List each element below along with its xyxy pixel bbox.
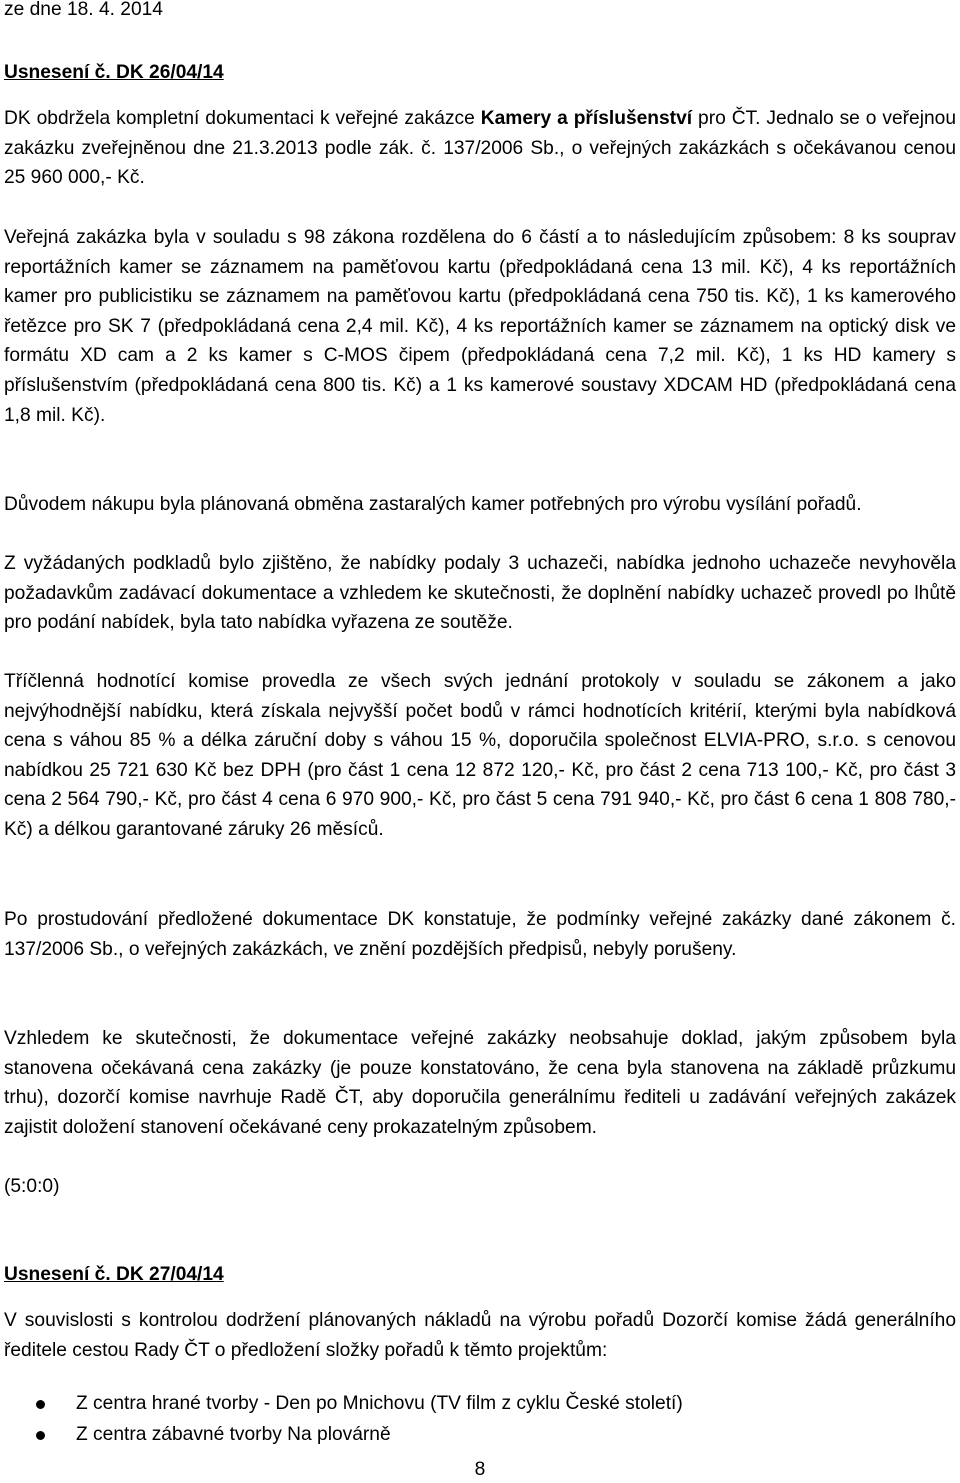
resolution-26-heading: Usnesení č. DK 26/04/14: [4, 62, 224, 83]
list-item: [4, 1420, 956, 1451]
bullet-icon: [36, 1400, 45, 1409]
projects-list: [4, 1389, 956, 1450]
evaluation-paragraph: Tříčlenná hodnotící komise provedla ze všech svých jednání protokoly v souladu se zákonem a jako nejvýhodnější nabídku, která získala nejvyšší počet bodů v rámci hodnotících kritérií, kterými byla nabídková cena s váhou 85 % a délka záruční doby s váhou 15 %, doporučila společnost ELVIA-PRO, s.r.o. s cenovou nabídkou 25 721 630 Kč bez DPH (pro část 1 cena 12 872 120,- Kč, pro část 2 cena 713 100,- Kč, pro část 3 cena 2 564 790,- Kč, pro část 4 cena 6 970 900,- Kč, pro část 5 cena 791 940,- Kč, pro část 6 cena 1 808 780,- Kč) a délkou garantované záruky 26 měsíců.: [4, 671, 956, 840]
list-item: [4, 1389, 956, 1420]
bids-paragraph: Z vyžádaných podkladů bylo zjištěno, že nabídky podaly 3 uchazeči, nabídka jednoho uchazeče nevyhověla požadavkům zadávací dokumentace a vzhledem ke skutečnosti, že doplnění nabídky uchazeč provedl po lhůtě pro podání nabídek, byla tato nabídka vyřazena ze soutěže.: [4, 553, 956, 634]
list-item-text: Z centra hrané tvorby - Den po Mnichovu (TV film z cyklu České století): [76, 1393, 683, 1414]
purchase-reason-paragraph: Důvodem nákupu byla plánovaná obměna zastaralých kamer potřebných pro výrobu vysílání pořadů.: [4, 494, 862, 515]
recommendation-paragraph: Vzhledem ke skutečnosti, že dokumentace veřejné zakázky neobsahuje doklad, jakým způsobem byla stanovena očekávaná cena zakázky (je pouze konstatováno, že cena byla stanovena na základě průzkumu trhu), dozorčí komise navrhuje Radě ČT, aby doporučila generálnímu řediteli u zadávání veřejných zakázek zajistit doložení stanovení očekávané ceny prokazatelným způsobem.: [4, 1028, 956, 1138]
resolution-27-text: V souvislosti s kontrolou dodržení plánovaných nákladů na výrobu pořadů Dozorčí komise žádá generálního ředitele cestou Rady ČT o předložení složky pořadů k těmto projektům:: [4, 1310, 956, 1361]
vote-result: (5:0:0): [4, 1176, 60, 1197]
conclusion-paragraph: Po prostudování předložené dokumentace DK konstatuje, že podmínky veřejné zakázky dané zákonem č. 137/2006 Sb., o veřejných zakázkách, ve znění pozdějších předpisů, nebyly porušeny.: [4, 909, 956, 960]
page-number: 8: [474, 1459, 486, 1480]
date-line: ze dne 18. 4. 2014: [4, 0, 163, 20]
resolution-26-intro: [4, 104, 956, 193]
contract-name: Kamery a příslušenství: [480, 108, 693, 129]
intro-text-start: DK obdržela kompletní dokumentaci k veřejné zakázce: [4, 108, 481, 129]
resolution-27-heading: Usnesení č. DK 27/04/14: [4, 1264, 224, 1285]
contract-parts-paragraph: Veřejná zakázka byla v souladu s 98 zákona rozdělena do 6 částí a to následujícím způsobem: 8 ks souprav reportážních kamer se záznamem na paměťovou kartu (předpokládaná cena 13 mil. Kč), 4 ks reportážních kamer pro publicistiku se záznamem na paměťovou kartu (předpokládaná cena 750 tis. Kč), 1 ks kamerového řetězce pro SK 7 (předpokládaná cena 2,4 mil. Kč), 4 ks reportážních kamer se záznamem na optický disk ve formátu XD cam a 2 ks kamer s C-MOS čipem (předpokládaná cena 7,2 mil. Kč), 1 ks HD kamery s příslušenstvím (předpokládaná cena 800 tis. Kč) a 1 ks kamerové soustavy XDCAM HD (předpokládaná cena 1,8 mil. Kč).: [4, 227, 956, 426]
list-item-text: Z centra zábavné tvorby Na plovárně: [76, 1423, 391, 1445]
bullet-icon: [36, 1431, 45, 1440]
intro-text-end: pro ČT. Jednalo se o veřejnou zakázku zveřejněnou dne 21.3.2013 podle zák. č. 137/2006 Sb., o veřejných zakázkách s očekávanou cenou 25 960 000,- Kč.: [4, 108, 956, 189]
